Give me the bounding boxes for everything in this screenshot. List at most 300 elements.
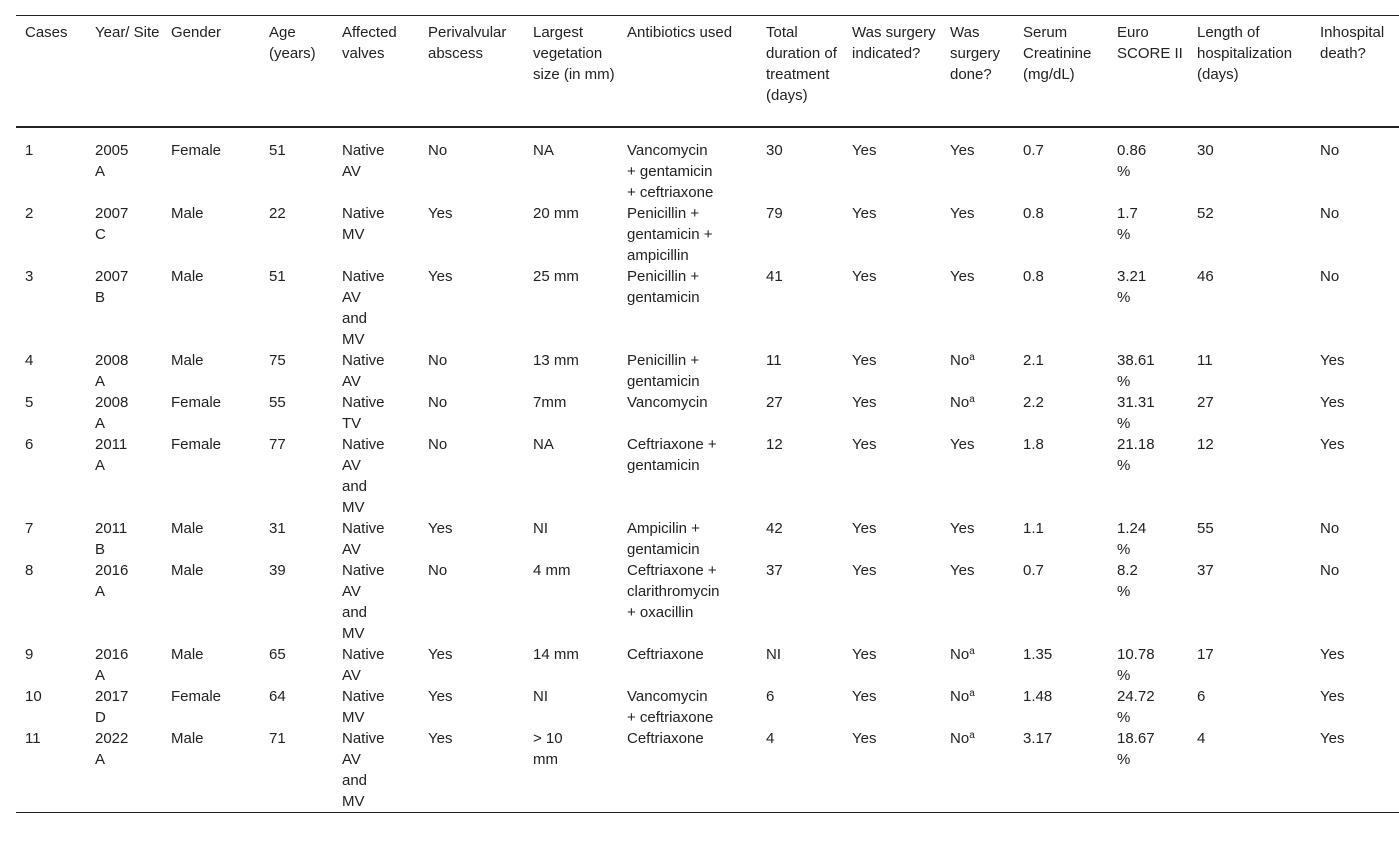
cell-surgery-indicated: Yes [852, 205, 877, 222]
surgery-done-value: Yes [950, 562, 975, 579]
cell-length-of-stay: 11 [1197, 352, 1213, 369]
cell-vegetation [524, 728, 618, 813]
cell-year: 2016 [95, 646, 129, 663]
table-body [16, 127, 1399, 813]
antibiotic-line: clarithromycin [627, 583, 720, 600]
cell-vegetation [524, 127, 618, 203]
cell-year: 2022 [95, 730, 129, 747]
cell-surgery-indicated: Yes [852, 688, 877, 705]
valve-line: MV [342, 331, 365, 348]
cell-vegetation [524, 560, 618, 644]
surgery-done-value: No [950, 730, 970, 747]
cell-duration: 41 [766, 268, 783, 285]
footnote-marker: a [969, 688, 975, 699]
cell-length-of-stay: 37 [1197, 562, 1214, 579]
cell-case: 5 [25, 394, 34, 411]
cell-year: 2017 [95, 688, 129, 705]
valve-line: AV [342, 373, 361, 390]
cell-year-site [86, 644, 162, 686]
valve-line: MV [342, 226, 365, 243]
cell-creatinine: 1.35 [1023, 646, 1053, 663]
cell-euroscore [1108, 392, 1188, 434]
header-year-site: Year/ Site [95, 24, 160, 41]
antibiotic-line: Ceftriaxone + [627, 562, 717, 579]
table-row [16, 644, 1399, 686]
euroscore-unit: % [1117, 226, 1131, 243]
vegetation-unit: mm [533, 751, 558, 768]
antibiotic-line: Ceftriaxone [627, 730, 704, 747]
cell-length-of-stay: 46 [1197, 268, 1214, 285]
euroscore-value: 38.61 [1117, 352, 1155, 369]
cell-vegetation [524, 350, 618, 392]
cell-site: A [95, 163, 106, 180]
cell-affected-valves [333, 560, 419, 644]
cell-case: 8 [25, 562, 34, 579]
euroscore-unit: % [1117, 667, 1131, 684]
valve-line: Native [342, 352, 385, 369]
cell-year-site [86, 127, 162, 203]
cell-surgery-done [941, 434, 1014, 518]
valve-line: Native [342, 142, 385, 159]
valve-line: TV [342, 415, 362, 432]
cell-gender: Female [171, 394, 222, 411]
cell-site: A [95, 583, 106, 600]
vegetation-value: NI [533, 520, 548, 537]
cell-surgery-indicated: Yes [852, 646, 877, 663]
euroscore-unit: % [1117, 163, 1131, 180]
cell-age: 51 [269, 142, 286, 159]
cell-year-site [86, 686, 162, 728]
euroscore-value: 8.2 [1117, 562, 1138, 579]
antibiotic-line: Ceftriaxone + [627, 436, 717, 453]
euroscore-unit: % [1117, 457, 1131, 474]
cell-year: 2007 [95, 268, 129, 285]
cell-surgery-done [941, 203, 1014, 266]
cell-affected-valves [333, 266, 419, 350]
cell-surgery-done [941, 518, 1014, 560]
cell-euroscore [1108, 203, 1188, 266]
euroscore-value: 1.24 [1117, 520, 1147, 537]
vegetation-value: 13 mm [533, 352, 579, 369]
cell-surgery-indicated: Yes [852, 520, 877, 537]
cell-creatinine: 1.1 [1023, 520, 1044, 537]
antibiotic-line: Ampicilin + [627, 520, 700, 537]
vegetation-value: 25 mm [533, 268, 579, 285]
cell-euroscore [1108, 518, 1188, 560]
cell-surgery-done [941, 266, 1014, 350]
cell-creatinine: 3.17 [1023, 730, 1053, 747]
cell-year: 2008 [95, 394, 129, 411]
cell-gender: Female [171, 436, 222, 453]
euroscore-unit: % [1117, 289, 1131, 306]
cases-table [16, 15, 1399, 813]
valve-line: AV [342, 457, 361, 474]
cell-affected-valves [333, 392, 419, 434]
cell-creatinine: 1.8 [1023, 436, 1044, 453]
cell-duration: 4 [766, 730, 775, 747]
footnote-marker: a [969, 646, 975, 657]
valve-line: AV [342, 751, 361, 768]
euroscore-unit: % [1117, 373, 1131, 390]
cell-year-site [86, 728, 162, 813]
header-inhospital-death: Inhospital death? [1320, 24, 1385, 62]
antibiotic-line: Vancomycin [627, 142, 708, 159]
cell-inhospital-death: No [1320, 562, 1340, 579]
cell-antibiotics [618, 560, 757, 644]
surgery-done-value: No [950, 646, 970, 663]
cell-site: B [95, 541, 106, 558]
euroscore-value: 10.78 [1117, 646, 1155, 663]
cell-site: A [95, 373, 106, 390]
cell-year-site [86, 434, 162, 518]
header-length-of-stay: Length of hospitalization (days) [1197, 24, 1293, 83]
antibiotic-line: gentamicin [627, 373, 700, 390]
valve-line: Native [342, 730, 385, 747]
cell-case: 11 [25, 730, 41, 747]
cell-affected-valves [333, 203, 419, 266]
cell-euroscore [1108, 434, 1188, 518]
euroscore-value: 0.86 [1117, 142, 1147, 159]
valve-line: AV [342, 541, 361, 558]
cell-antibiotics [618, 392, 757, 434]
cell-abscess: Yes [428, 205, 453, 222]
antibiotic-line: + gentamicin [627, 163, 713, 180]
cell-gender: Male [171, 205, 204, 222]
cell-abscess: No [428, 562, 448, 579]
vegetation-value: NA [533, 436, 554, 453]
cell-euroscore [1108, 686, 1188, 728]
cell-case: 2 [25, 205, 34, 222]
cell-duration: 11 [766, 352, 782, 369]
cell-euroscore [1108, 350, 1188, 392]
valve-line: Native [342, 688, 385, 705]
table-row [16, 350, 1399, 392]
header-serum-creatinine: Serum Creatinine (mg/dL) [1023, 24, 1092, 83]
cell-year-site [86, 392, 162, 434]
cell-affected-valves [333, 728, 419, 813]
valve-line: Native [342, 394, 385, 411]
antibiotic-line: Penicillin + [627, 268, 700, 285]
cell-year: 2016 [95, 562, 129, 579]
cell-affected-valves [333, 350, 419, 392]
header-total-duration: Total duration of treatment (days) [766, 24, 837, 104]
cell-creatinine: 2.2 [1023, 394, 1044, 411]
cell-abscess: Yes [428, 688, 453, 705]
cell-inhospital-death: No [1320, 520, 1340, 537]
cell-duration: 37 [766, 562, 783, 579]
euroscore-value: 21.18 [1117, 436, 1155, 453]
surgery-done-value: Yes [950, 142, 975, 159]
cell-gender: Female [171, 142, 222, 159]
header-cases: Cases [25, 24, 68, 41]
valve-line: Native [342, 520, 385, 537]
cell-surgery-indicated: Yes [852, 436, 877, 453]
cell-surgery-indicated: Yes [852, 562, 877, 579]
cell-site: A [95, 667, 106, 684]
cell-vegetation [524, 644, 618, 686]
cell-age: 71 [269, 730, 286, 747]
cell-vegetation [524, 434, 618, 518]
cell-creatinine: 2.1 [1023, 352, 1044, 369]
cell-surgery-done [941, 350, 1014, 392]
antibiotic-line: gentamicin [627, 541, 700, 558]
euroscore-value: 3.21 [1117, 268, 1147, 285]
cell-length-of-stay: 6 [1197, 688, 1206, 705]
surgery-done-value: No [950, 352, 970, 369]
cell-affected-valves [333, 644, 419, 686]
cell-year-site [86, 203, 162, 266]
cell-abscess: Yes [428, 268, 453, 285]
cell-abscess: No [428, 394, 448, 411]
cell-year: 2005 [95, 142, 129, 159]
cell-antibiotics [618, 686, 757, 728]
cell-age: 55 [269, 394, 286, 411]
cell-case: 4 [25, 352, 34, 369]
cell-inhospital-death: Yes [1320, 436, 1345, 453]
cell-creatinine: 1.48 [1023, 688, 1053, 705]
antibiotic-line: gentamicin + [627, 226, 713, 243]
cell-duration: 42 [766, 520, 783, 537]
cell-site: C [95, 226, 106, 243]
cell-vegetation [524, 203, 618, 266]
cell-age: 75 [269, 352, 286, 369]
vegetation-value: 20 mm [533, 205, 579, 222]
cell-inhospital-death: Yes [1320, 394, 1345, 411]
antibiotic-line: Vancomycin [627, 394, 708, 411]
cell-gender: Male [171, 730, 204, 747]
cell-inhospital-death: No [1320, 268, 1340, 285]
cell-length-of-stay: 12 [1197, 436, 1214, 453]
cell-case: 3 [25, 268, 34, 285]
header-antibiotics: Antibiotics used [627, 24, 733, 41]
header-largest-vegetation: Largest vegetation size (in mm) [533, 24, 615, 83]
cell-inhospital-death: Yes [1320, 646, 1345, 663]
footnote-marker: a [969, 352, 975, 363]
surgery-done-value: Yes [950, 520, 975, 537]
cell-site: A [95, 457, 106, 474]
footnote-marker: a [969, 394, 975, 405]
cell-duration: 79 [766, 205, 783, 222]
table-row [16, 434, 1399, 518]
antibiotic-line: gentamicin [627, 289, 700, 306]
cell-creatinine: 0.8 [1023, 205, 1044, 222]
cell-antibiotics [618, 518, 757, 560]
surgery-done-value: No [950, 688, 970, 705]
cell-euroscore [1108, 127, 1188, 203]
cell-inhospital-death: No [1320, 205, 1340, 222]
euroscore-unit: % [1117, 583, 1131, 600]
cell-year: 2008 [95, 352, 129, 369]
cell-year-site [86, 350, 162, 392]
antibiotic-line: Penicillin + [627, 205, 700, 222]
cell-length-of-stay: 55 [1197, 520, 1214, 537]
header-euroscore: Euro SCORE II [1117, 24, 1183, 62]
cell-gender: Male [171, 520, 204, 537]
valve-line: MV [342, 793, 365, 810]
cell-year: 2011 [95, 520, 128, 537]
antibiotic-line: + ceftriaxone [627, 709, 714, 726]
valve-line: and [342, 310, 368, 327]
valve-line: MV [342, 499, 365, 516]
cell-case: 9 [25, 646, 34, 663]
header-affected-valves: Affected valves [342, 24, 397, 62]
antibiotic-line: gentamicin [627, 457, 700, 474]
cell-antibiotics [618, 644, 757, 686]
header-surgery-done: Was surgery done? [950, 24, 1001, 83]
cell-creatinine: 0.7 [1023, 142, 1044, 159]
vegetation-value: NA [533, 142, 554, 159]
valve-line: MV [342, 709, 365, 726]
euroscore-value: 1.7 [1117, 205, 1138, 222]
cell-antibiotics [618, 266, 757, 350]
cell-euroscore [1108, 560, 1188, 644]
vegetation-value: 4 mm [533, 562, 571, 579]
valve-line: AV [342, 667, 361, 684]
euroscore-value: 31.31 [1117, 394, 1155, 411]
table-row [16, 392, 1399, 434]
cell-gender: Male [171, 352, 204, 369]
cell-duration: 6 [766, 688, 775, 705]
cell-gender: Male [171, 268, 204, 285]
cell-inhospital-death: No [1320, 142, 1340, 159]
valve-line: Native [342, 268, 385, 285]
table-row [16, 266, 1399, 350]
euroscore-unit: % [1117, 415, 1131, 432]
valve-line: AV [342, 163, 361, 180]
cell-year: 2011 [95, 436, 128, 453]
antibiotic-line: Penicillin + [627, 352, 700, 369]
cell-antibiotics [618, 728, 757, 813]
cell-site: D [95, 709, 106, 726]
valve-line: and [342, 478, 368, 495]
cell-length-of-stay: 27 [1197, 394, 1214, 411]
cell-length-of-stay: 30 [1197, 142, 1214, 159]
cell-antibiotics [618, 434, 757, 518]
cell-case: 7 [25, 520, 34, 537]
header-gender: Gender [171, 24, 222, 41]
antibiotic-line: ampicillin [627, 247, 689, 264]
cell-surgery-done [941, 560, 1014, 644]
valve-line: Native [342, 562, 385, 579]
cell-abscess: No [428, 142, 448, 159]
cell-age: 39 [269, 562, 286, 579]
table-row [16, 686, 1399, 728]
cell-surgery-done [941, 686, 1014, 728]
valve-line: Native [342, 646, 385, 663]
euroscore-unit: % [1117, 541, 1131, 558]
cell-duration: 27 [766, 394, 783, 411]
table-row [16, 728, 1399, 813]
header-row [16, 16, 1399, 128]
cell-antibiotics [618, 127, 757, 203]
cell-site: A [95, 751, 106, 768]
cell-inhospital-death: Yes [1320, 688, 1345, 705]
valve-line: Native [342, 205, 385, 222]
cell-surgery-done [941, 127, 1014, 203]
footnote-marker: a [969, 730, 975, 741]
cell-surgery-indicated: Yes [852, 394, 877, 411]
valve-line: and [342, 772, 368, 789]
valve-line: and [342, 604, 368, 621]
cell-gender: Female [171, 688, 222, 705]
cell-site: A [95, 415, 106, 432]
cell-euroscore [1108, 266, 1188, 350]
surgery-done-value: Yes [950, 205, 975, 222]
cell-antibiotics [618, 203, 757, 266]
cell-creatinine: 0.8 [1023, 268, 1044, 285]
cell-surgery-indicated: Yes [852, 352, 877, 369]
cell-surgery-done [941, 644, 1014, 686]
cell-surgery-done [941, 392, 1014, 434]
cell-site: B [95, 289, 106, 306]
cell-affected-valves [333, 518, 419, 560]
cell-creatinine: 0.7 [1023, 562, 1044, 579]
vegetation-value: 14 mm [533, 646, 579, 663]
cell-vegetation [524, 392, 618, 434]
valve-line: Native [342, 436, 385, 453]
cell-case: 1 [25, 142, 34, 159]
antibiotic-line: + oxacillin [627, 604, 694, 621]
cell-vegetation [524, 518, 618, 560]
cell-age: 31 [269, 520, 286, 537]
cell-abscess: No [428, 436, 448, 453]
antibiotic-line: Vancomycin [627, 688, 708, 705]
cell-euroscore [1108, 644, 1188, 686]
cell-affected-valves [333, 686, 419, 728]
cell-length-of-stay: 52 [1197, 205, 1214, 222]
table-row [16, 203, 1399, 266]
cell-surgery-indicated: Yes [852, 730, 877, 747]
valve-line: MV [342, 625, 365, 642]
euroscore-value: 18.67 [1117, 730, 1155, 747]
vegetation-value: NI [533, 688, 548, 705]
header-age: Age (years) [269, 24, 316, 62]
cell-surgery-indicated: Yes [852, 142, 877, 159]
cell-inhospital-death: Yes [1320, 352, 1345, 369]
cell-year: 2007 [95, 205, 129, 222]
euroscore-unit: % [1117, 709, 1131, 726]
vegetation-value: > 10 [533, 730, 563, 747]
surgery-done-value: No [950, 394, 970, 411]
cell-year-site [86, 266, 162, 350]
cell-affected-valves [333, 434, 419, 518]
cell-age: 65 [269, 646, 286, 663]
surgery-done-value: Yes [950, 436, 975, 453]
euroscore-value: 24.72 [1117, 688, 1155, 705]
cell-gender: Male [171, 646, 204, 663]
cell-length-of-stay: 4 [1197, 730, 1206, 747]
table-row [16, 518, 1399, 560]
antibiotic-line: Ceftriaxone [627, 646, 704, 663]
table-row [16, 127, 1399, 203]
cell-year-site [86, 560, 162, 644]
valve-line: AV [342, 583, 361, 600]
vegetation-value: 7mm [533, 394, 567, 411]
cell-affected-valves [333, 127, 419, 203]
header-surgery-indicated: Was surgery indicated? [852, 24, 936, 62]
cell-surgery-indicated: Yes [852, 268, 877, 285]
cell-surgery-done [941, 728, 1014, 813]
antibiotic-line: + ceftriaxone [627, 184, 714, 201]
surgery-done-value: Yes [950, 268, 975, 285]
table-row [16, 560, 1399, 644]
euroscore-unit: % [1117, 751, 1131, 768]
cell-age: 77 [269, 436, 286, 453]
valve-line: AV [342, 289, 361, 306]
cell-age: 51 [269, 268, 286, 285]
cell-age: 22 [269, 205, 286, 222]
cell-age: 64 [269, 688, 286, 705]
